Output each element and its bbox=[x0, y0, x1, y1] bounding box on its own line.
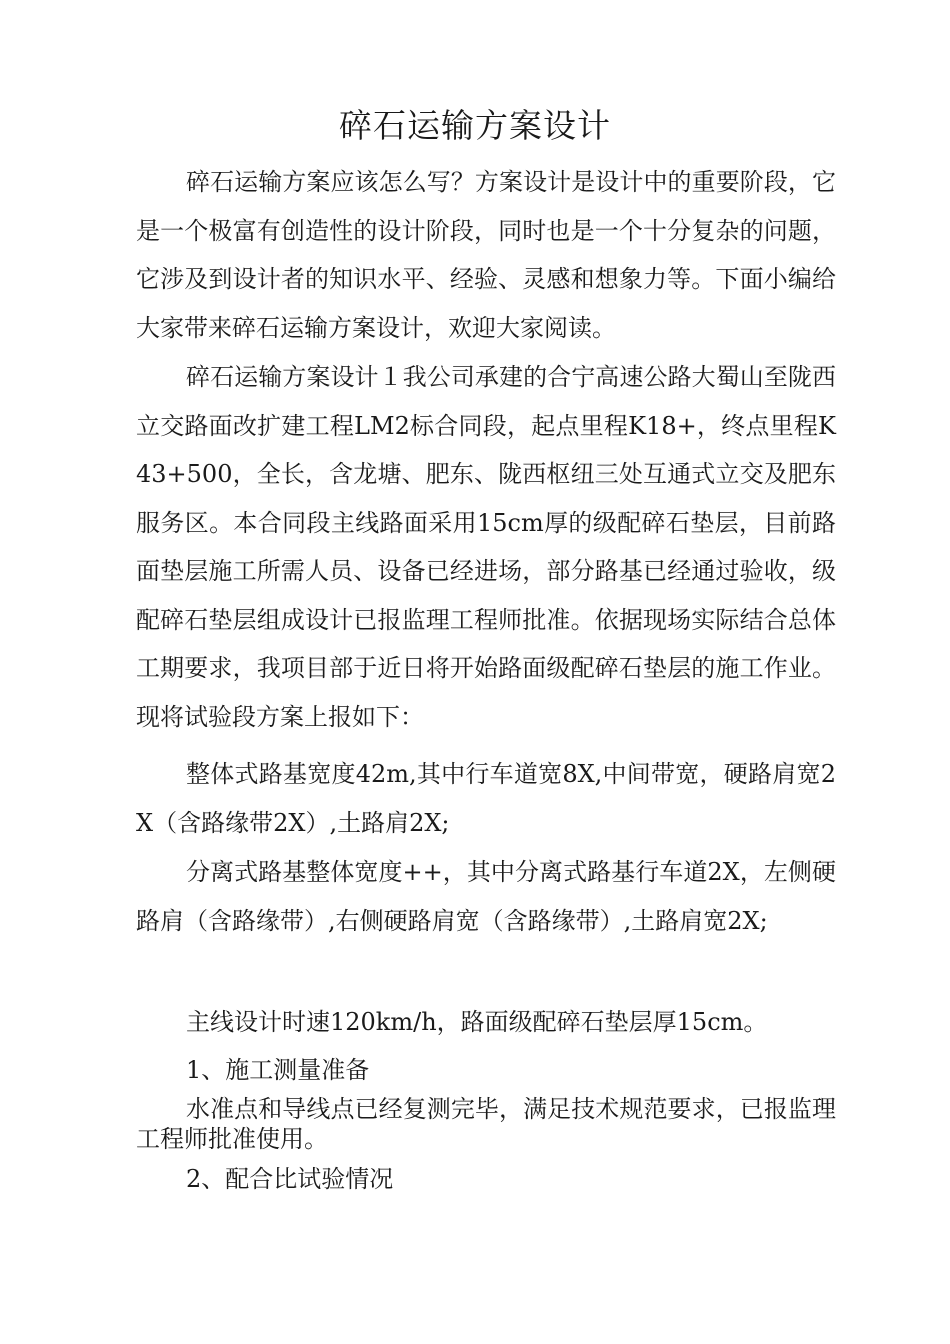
section-heading-mix-test: 2、配合比试验情况 bbox=[186, 1165, 394, 1193]
survey-paragraph: 水准点和导线点已经复测完毕，满足技术规范要求，已报监理工程师批准使用。 bbox=[136, 1095, 836, 1153]
design-speed-paragraph: 主线设计时速120km/h，路面级配碎石垫层厚15cm。 bbox=[186, 1008, 768, 1036]
separated-roadbed-paragraph: 分离式路基整体宽度++，其中分离式路基行车道2X，左侧硬路肩（含路缘带）,右侧硬路肩宽（含路缘带）,土路肩宽2X; bbox=[136, 858, 836, 935]
integral-roadbed-paragraph: 整体式路基宽度42m,其中行车道宽8X,中间带宽，硬路肩宽2X（含路缘带2X）,土路肩2X; bbox=[136, 760, 836, 837]
intro-paragraph: 碎石运输方案应该怎么写？方案设计是设计中的重要阶段，它是一个极富有创造性的设计阶段，同时也是一个十分复杂的问题，它涉及到设计者的知识水平、经验、灵感和想象力等。下面小编给大家带来碎石运输方案设计，欢迎大家阅读。 bbox=[136, 168, 836, 342]
section-heading-survey: 1、施工测量准备 bbox=[186, 1056, 370, 1084]
project-paragraph: 碎石运输方案设计１我公司承建的合宁高速公路大蜀山至陇西立交路面改扩建工程LM2标合同段，起点里程K18+，终点里程K43+500，全长，含龙塘、肥东、陇西枢纽三处互通式立交及肥东服务区。本合同段主线路面采用15cm厚的级配碎石垫层，目前路面垫层施工所需人员、设备已经进场，部分路基已经通过验收，级配碎石垫层组成设计已报监理工程师批准。依据现场实际结合总体工期要求，我项目部于近日将开始路面级配碎石垫层的施工作业。现将试验段方案上报如下： bbox=[136, 363, 836, 731]
document-title: 碎石运输方案设计 bbox=[339, 106, 611, 145]
